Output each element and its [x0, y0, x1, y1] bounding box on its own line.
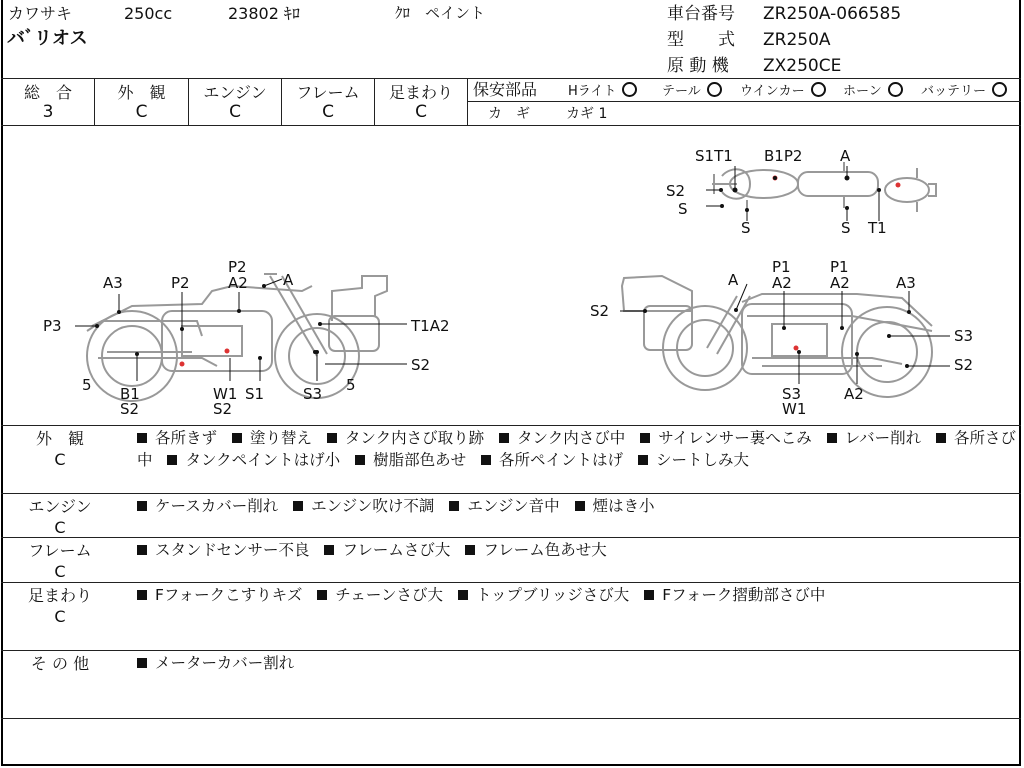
bullet-square-icon	[137, 590, 147, 600]
diagram-label: 5	[82, 376, 92, 394]
safety-winker: ウインカー	[740, 82, 826, 101]
grade-suspension: C	[415, 102, 427, 122]
diagram-label: P2	[171, 274, 190, 292]
diagram-label: A2	[830, 274, 850, 292]
safety-tail: テール	[662, 82, 722, 101]
note-item	[638, 451, 749, 469]
bullet-square-icon	[232, 433, 242, 443]
bullet-square-icon	[640, 433, 650, 443]
divider	[467, 78, 468, 125]
note-item	[644, 586, 825, 604]
note-text: フレームさび大	[342, 541, 451, 559]
note-text: 各所さび中	[137, 429, 1017, 469]
note-item	[449, 497, 559, 515]
safety-title: 保安部品	[473, 80, 538, 99]
bullet-square-icon	[167, 455, 177, 465]
note-text: タンク内さび中	[517, 429, 626, 447]
grade-exterior: C	[135, 102, 148, 122]
diagram-label: P1	[772, 258, 791, 276]
ok-circle-icon	[707, 82, 722, 97]
diagram-label: 5	[346, 376, 356, 394]
paint-note: ｸﾛ ペイント	[395, 4, 486, 22]
diagram-label: S2	[590, 302, 610, 320]
note-item	[355, 451, 466, 469]
divider	[1, 537, 1021, 538]
note-text: スタンドセンサー不良	[155, 541, 310, 559]
safety-headlight: Hライト	[568, 82, 637, 101]
note-text: エンジン音中	[467, 497, 560, 515]
note-item	[640, 429, 812, 447]
note-text: Fフォークこすりキズ	[155, 586, 303, 604]
diagram-label: S	[841, 219, 851, 237]
divider	[1, 650, 1021, 651]
note-text: フレーム色あせ大	[483, 541, 607, 559]
displacement: 250cc	[124, 4, 173, 23]
note-text: Fフォーク摺動部さび中	[662, 586, 826, 604]
engine-value: ZX250CE	[763, 56, 842, 76]
note-items-engine	[137, 495, 1017, 517]
note-text: 塗り替え	[249, 429, 312, 447]
diagram-label: A2	[844, 385, 864, 403]
note-item	[293, 497, 434, 515]
bullet-square-icon	[499, 433, 509, 443]
diagram-label: S2	[411, 356, 431, 374]
note-text: 各所きず	[155, 429, 218, 447]
diagram-label: S3	[782, 385, 802, 403]
note-item	[327, 429, 484, 447]
note-item	[317, 586, 443, 604]
diagram-label: T1A2	[411, 317, 450, 335]
note-items-exterior	[137, 427, 1017, 471]
diagram-label: B1	[120, 385, 140, 403]
note-item	[575, 497, 655, 515]
diagram-label: T1	[868, 219, 887, 237]
bullet-square-icon	[324, 545, 334, 555]
bullet-square-icon	[293, 501, 303, 511]
diagram-label: P2	[228, 258, 247, 276]
note-item	[137, 586, 302, 604]
note-items-suspension	[137, 584, 1017, 606]
diagram-label: W1	[782, 400, 807, 418]
section-grade: C	[54, 607, 66, 626]
mileage: 23802 ｷﾛ	[228, 4, 300, 23]
bullet-square-icon	[137, 501, 147, 511]
safety-horn: ホーン	[843, 82, 903, 101]
diagram-label: A	[283, 271, 294, 289]
bullet-square-icon	[137, 545, 147, 555]
note-text: チェーンさび大	[335, 586, 444, 604]
note-text: 煙はき小	[592, 497, 655, 515]
maker: カワサキ	[8, 4, 73, 23]
frame-no-label: 車台番号	[667, 4, 735, 24]
section-grade: C	[54, 518, 66, 537]
note-item	[137, 541, 310, 559]
divider	[1, 425, 1021, 426]
note-item	[167, 451, 340, 469]
note-item	[458, 586, 629, 604]
bullet-square-icon	[644, 590, 654, 600]
bullet-square-icon	[936, 433, 946, 443]
grade-header-suspension: 足まわり	[388, 83, 453, 102]
safety-battery: バッテリー	[921, 82, 1007, 101]
section-title: 足まわり	[27, 586, 92, 605]
note-items-other	[137, 652, 1017, 674]
key-label: カ ギ	[488, 106, 530, 122]
note-item	[232, 429, 312, 447]
model-name: バﾞリオス	[7, 28, 88, 49]
bullet-square-icon	[458, 590, 468, 600]
ok-circle-icon	[992, 82, 1007, 97]
note-section-frame	[5, 540, 115, 582]
divider	[1, 493, 1021, 494]
note-item	[137, 429, 217, 447]
ok-circle-icon	[811, 82, 826, 97]
damage-diagram	[2, 126, 1020, 426]
note-text: シートしみ大	[656, 451, 750, 469]
bullet-square-icon	[317, 590, 327, 600]
note-item	[465, 541, 606, 559]
key-value: カギ 1	[566, 106, 608, 122]
diagram-label: S1	[245, 385, 265, 403]
section-grade: C	[54, 450, 66, 469]
type-value: ZR250A	[763, 30, 831, 50]
note-text: レバー削れ	[844, 429, 922, 447]
diagram-label: P3	[43, 317, 62, 335]
diagram-label: S	[678, 200, 688, 218]
ok-circle-icon	[888, 82, 903, 97]
divider	[1, 78, 1021, 79]
diagram-label: S2	[954, 356, 974, 374]
bullet-square-icon	[465, 545, 475, 555]
bullet-square-icon	[575, 501, 585, 511]
grade-header-frame: フレーム	[296, 83, 360, 102]
note-item	[499, 429, 625, 447]
frame-no: ZR250A-066585	[763, 4, 902, 24]
note-item	[827, 429, 921, 447]
section-title: 外 観	[35, 429, 84, 448]
type-label: 型 式	[667, 30, 735, 50]
note-text: タンクペイントはげ小	[185, 451, 341, 469]
bike-left-view	[87, 274, 387, 401]
note-section-other	[5, 653, 115, 674]
diagram-label: A	[840, 147, 851, 165]
bullet-square-icon	[355, 455, 365, 465]
grade-header-engine: エンジン	[203, 83, 267, 102]
diagram-label: A3	[103, 274, 123, 292]
bullet-square-icon	[327, 433, 337, 443]
note-item	[324, 541, 450, 559]
grade-engine: C	[229, 102, 241, 122]
diagram-label: W1	[213, 385, 238, 403]
engine-label: 原 動 機	[667, 56, 729, 76]
diagram-label: S2	[213, 400, 233, 418]
diagram-label: A	[728, 271, 739, 289]
section-title: エンジン	[28, 497, 92, 516]
bike-right-view	[622, 276, 932, 397]
grade-header-exterior: 外 観	[117, 83, 166, 102]
diagram-label: S3	[303, 385, 323, 403]
diagram-label: S3	[954, 327, 974, 345]
divider	[1, 718, 1021, 719]
diagram-label: A3	[896, 274, 916, 292]
bike-top-view	[712, 162, 936, 212]
note-text: トップブリッジさび大	[475, 586, 630, 604]
note-section-exterior	[5, 428, 115, 470]
bullet-square-icon	[449, 501, 459, 511]
diagram-label: S2	[120, 400, 140, 418]
divider	[1, 582, 1021, 583]
ok-circle-icon	[622, 82, 637, 97]
bullet-square-icon	[137, 658, 147, 668]
bullet-square-icon	[137, 433, 147, 443]
diagram-label: S2	[666, 182, 686, 200]
bullet-square-icon	[481, 455, 491, 465]
note-text: 樹脂部色あせ	[373, 451, 467, 469]
diagram-label: S1T1	[695, 147, 733, 165]
section-grade: C	[54, 562, 66, 581]
diagram-label: A2	[228, 274, 248, 292]
grade-header-total: 総 合	[23, 83, 72, 102]
note-text: タンク内さび取り跡	[344, 429, 485, 447]
note-text: 各所ペイントはげ	[499, 451, 624, 469]
note-text: サイレンサー裏へこみ	[658, 429, 812, 447]
bullet-square-icon	[638, 455, 648, 465]
diagram-label: B1P2	[764, 147, 803, 165]
diagram-label: P1	[830, 258, 849, 276]
bullet-square-icon	[827, 433, 837, 443]
diagram-label: S	[741, 219, 751, 237]
note-section-suspension	[5, 585, 115, 627]
note-item	[481, 451, 623, 469]
note-text: メーターカバー割れ	[155, 654, 295, 672]
grade-total: 3	[42, 102, 54, 122]
note-text: ケースカバー削れ	[155, 497, 279, 515]
note-items-frame	[137, 539, 1017, 561]
note-text: エンジン吹け不調	[311, 497, 435, 515]
note-section-engine	[5, 496, 115, 538]
note-item	[137, 497, 278, 515]
diagram-label: A2	[772, 274, 792, 292]
section-title: そ の 他	[30, 654, 90, 673]
note-item	[137, 654, 294, 672]
divider	[468, 101, 1021, 102]
section-title: フレーム	[28, 541, 92, 560]
grade-frame: C	[322, 102, 334, 122]
